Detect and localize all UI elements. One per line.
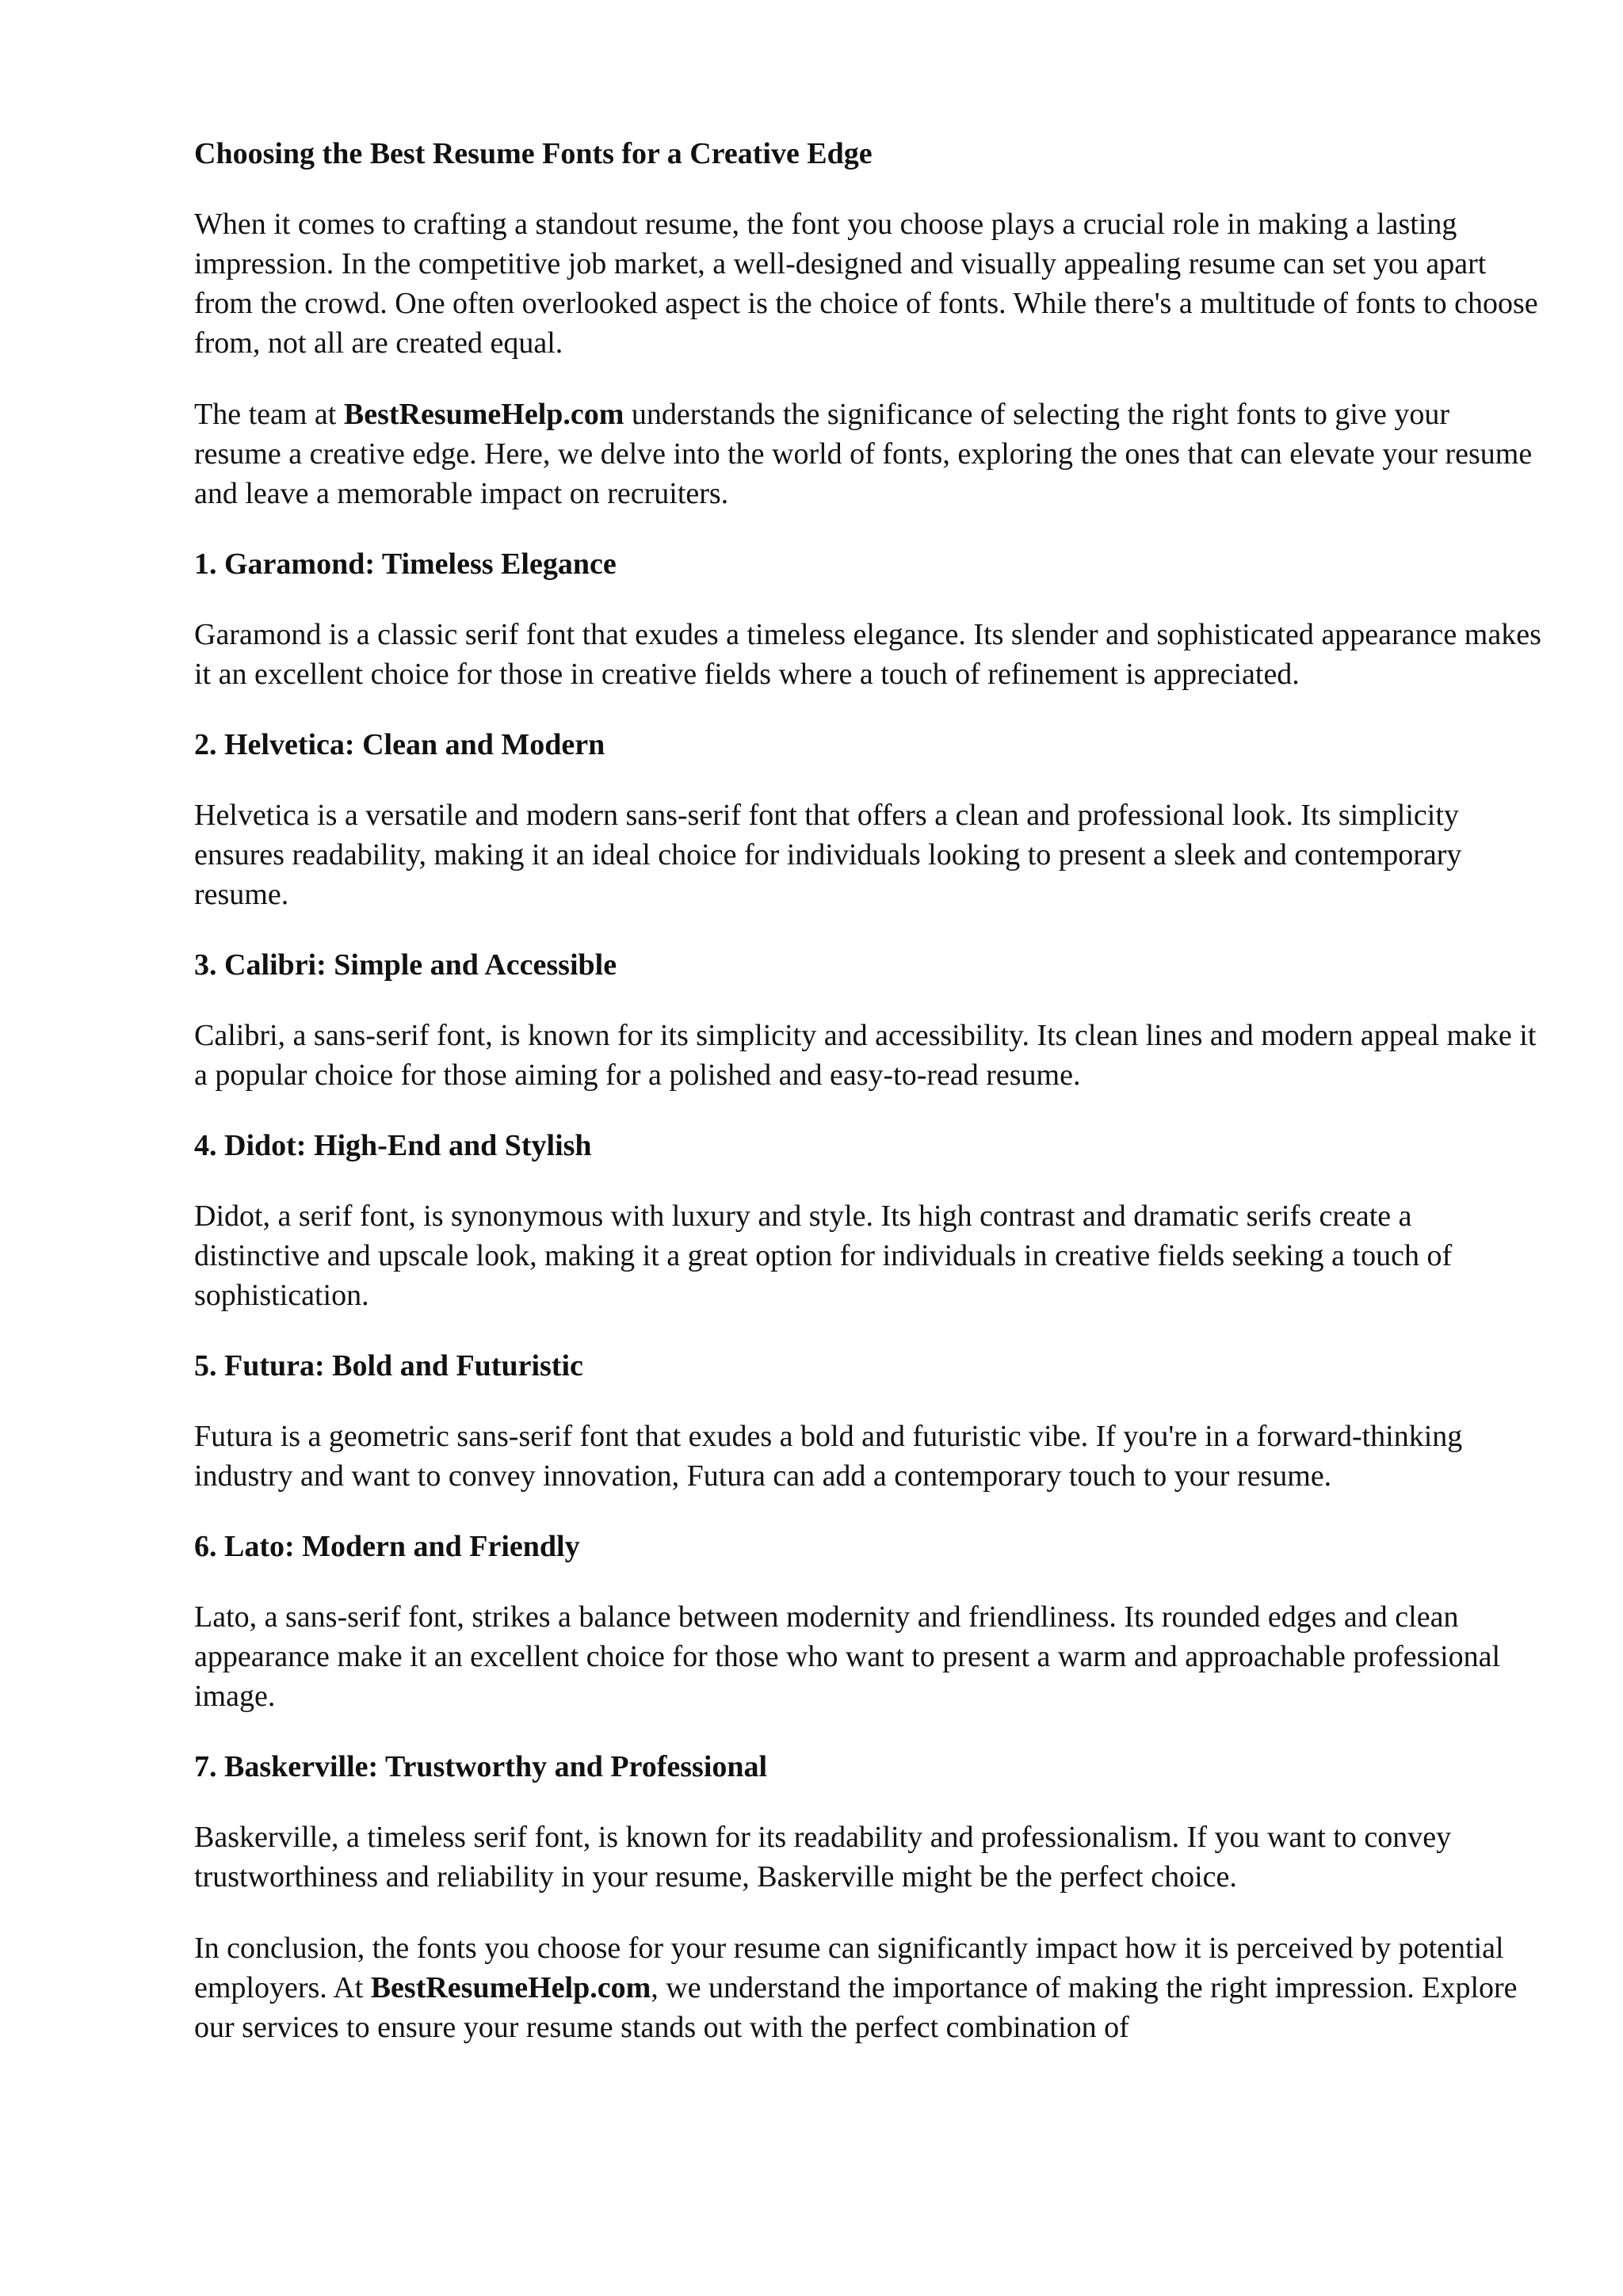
section-body-lato: Lato, a sans-serif font, strikes a balance between modernity and friendliness. Its rounded edges and clean appearance make it an excellent choice for those who want to present a warm and approachable professional image.	[194, 1600, 1501, 1713]
team-paragraph-lead: The team at	[194, 398, 344, 431]
document-content	[194, 135, 1541, 2079]
section-body-calibri: Calibri, a sans-serif font, is known for its simplicity and accessibility. Its clean lines and modern appeal make it a popular choice for those aiming for a polished and easy-to-read resume.	[194, 1019, 1537, 1092]
section-body-garamond: Garamond is a classic serif font that exudes a timeless elegance. Its slender and sophisticated appearance makes it an excellent choice for those in creative fields where a touch of refinement is appreciated.	[194, 618, 1541, 691]
intro-paragraph: When it comes to crafting a standout resume, the font you choose plays a crucial role in making a lasting impression. In the competitive job market, a well-designed and visually appealing resume can set you apart from the crowd. One often overlooked aspect is the choice of fonts. While there's a multitude of fonts to choose from, not all are created equal.	[194, 208, 1538, 360]
team-paragraph	[194, 395, 1541, 513]
brand-name: BestResumeHelp.com	[343, 398, 624, 431]
section-heading-helvetica: 2. Helvetica: Clean and Modern	[194, 728, 605, 761]
conclusion-paragraph	[194, 1928, 1541, 2047]
section-body-didot: Didot, a serif font, is synonymous with luxury and style. Its high contrast and dramatic serifs create a distinctive and upscale look, making it a great option for individuals in creative fields seeking a touch of sophistication.	[194, 1199, 1453, 1312]
section-heading-lato: 6. Lato: Modern and Friendly	[194, 1530, 580, 1563]
section-heading-baskerville: 7. Baskerville: Trustworthy and Professional	[194, 1750, 768, 1783]
section-body-helvetica: Helvetica is a versatile and modern sans-serif font that offers a clean and professional look. Its simplicity ensures readability, making it an ideal choice for individuals looking to present a sleek and contemporary resume.	[194, 799, 1462, 911]
conclusion-paragraph-lead: In conclusion, the fonts you choose for your resume can significantly impact how it is perceived by potential employers. At	[194, 1932, 1504, 2004]
document-title: Choosing the Best Resume Fonts for a Creative Edge	[194, 137, 873, 170]
section-heading-garamond: 1. Garamond: Timeless Elegance	[194, 547, 617, 581]
section-body-baskerville: Baskerville, a timeless serif font, is known for its readability and professionalism. If you want to convey trustworthiness and reliability in your resume, Baskerville might be the perfect choice.	[194, 1821, 1452, 1894]
section-heading-futura: 5. Futura: Bold and Futuristic	[194, 1349, 583, 1383]
section-heading-didot: 4. Didot: High-End and Stylish	[194, 1129, 592, 1162]
conclusion-paragraph-rest: , we understand the importance of making the right impression. Explore our services to ensure your resume stands out with the perfect combination of	[194, 1971, 1518, 2044]
section-heading-calibri: 3. Calibri: Simple and Accessible	[194, 948, 617, 982]
team-paragraph-rest: understands the significance of selecting the right fonts to give your resume a creative edge. Here, we delve into the world of fonts, exploring the ones that can elevate your resume and leave a memorable impact on recruiters.	[194, 398, 1533, 510]
brand-name: BestResumeHelp.com	[370, 1971, 651, 2004]
section-body-futura: Futura is a geometric sans-serif font that exudes a bold and futuristic vibe. If you're in a forward-thinking industry and want to convey innovation, Futura can add a contemporary touch to your resume.	[194, 1420, 1463, 1493]
